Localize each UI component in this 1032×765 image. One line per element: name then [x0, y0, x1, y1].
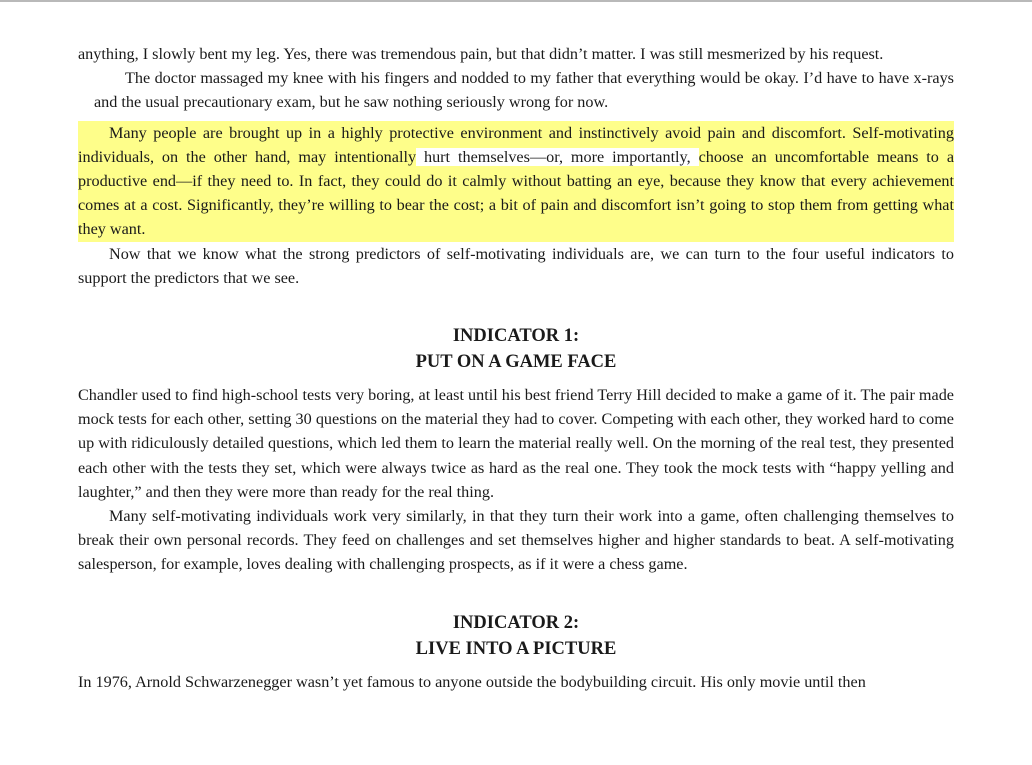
highlighted-paragraph[interactable] — [78, 121, 954, 242]
indicator-2-title: LIVE INTO A PICTURE — [415, 638, 617, 659]
paragraph-chandler: Chandler used to find high-school tests very boring, at least until his best friend Terry Hill decided to make a game of it. The pair made mock tests for each other, setting 30 questions on the material they had to cover. Competing with each other, they worked hard to come up with ridiculously detailed questions, which led them to learn the material really well. On the morning of the real test, they presented each other with the tests they set, which were always twice as hard as the real one. They took the mock tests with “happy yelling and laughter,” and then they were more than ready for the real thing. — [78, 386, 954, 501]
highlight-segment-2: choose an uncomfortable means to a productive end—if they need to. In fact, they could do it calmly without batting an eye, because they know that every achievement comes at a cost. Significantly, they’re willing to bear the cost; a bit of pain and discomfort isn’t going to stop them from getting what they want. — [78, 147, 955, 239]
paragraph-schwarzenegger: In 1976, Arnold Schwarzenegger wasn’t yet famous to anyone outside the bodybuilding circuit. His only movie until then — [78, 672, 866, 691]
indicator-1-title: PUT ON A GAME FACE — [415, 352, 617, 373]
paragraph-continuation: anything, I slowly bent my leg. Yes, there was tremendous pain, but that didn’t matter. I was still mesmerized by his request. — [78, 45, 884, 63]
indicator-1-number: INDICATOR 1: — [452, 326, 580, 347]
paragraph-game: Many self-motivating individuals work very similarly, in that they turn their work into a game, often challenging themselves to break their own personal records. They feed on challenges and set themselves higher and higher standards to beat. A self-motivating salesperson, for example, loves dealing with challenging prospects, as if it were a chess game. — [78, 507, 954, 574]
highlight-segment-1: Many people are brought up in a highly protective environment and instinctively avoid pain and discomfort. Self-motivating individuals, on the other hand, may intentionally — [78, 123, 954, 166]
block-quote — [78, 66, 954, 114]
paragraph-predictors: Now that we know what the strong predictors of self-motivating individuals are, we can turn to the four useful indicators to support the predictors that we see. — [78, 244, 954, 287]
page-top-border — [0, 0, 1032, 2]
quote-paragraph: The doctor massaged my knee with his fingers and nodded to my father that everything would be okay. I’d have to have x-rays and the usual precautionary exam, but he saw nothing seriously wrong for now. — [94, 69, 954, 112]
unhighlighted-segment: hurt themselves—or, more importantly, — [416, 147, 699, 166]
document-page — [78, 42, 954, 694]
indicator-2-number: INDICATOR 2: — [452, 612, 580, 633]
